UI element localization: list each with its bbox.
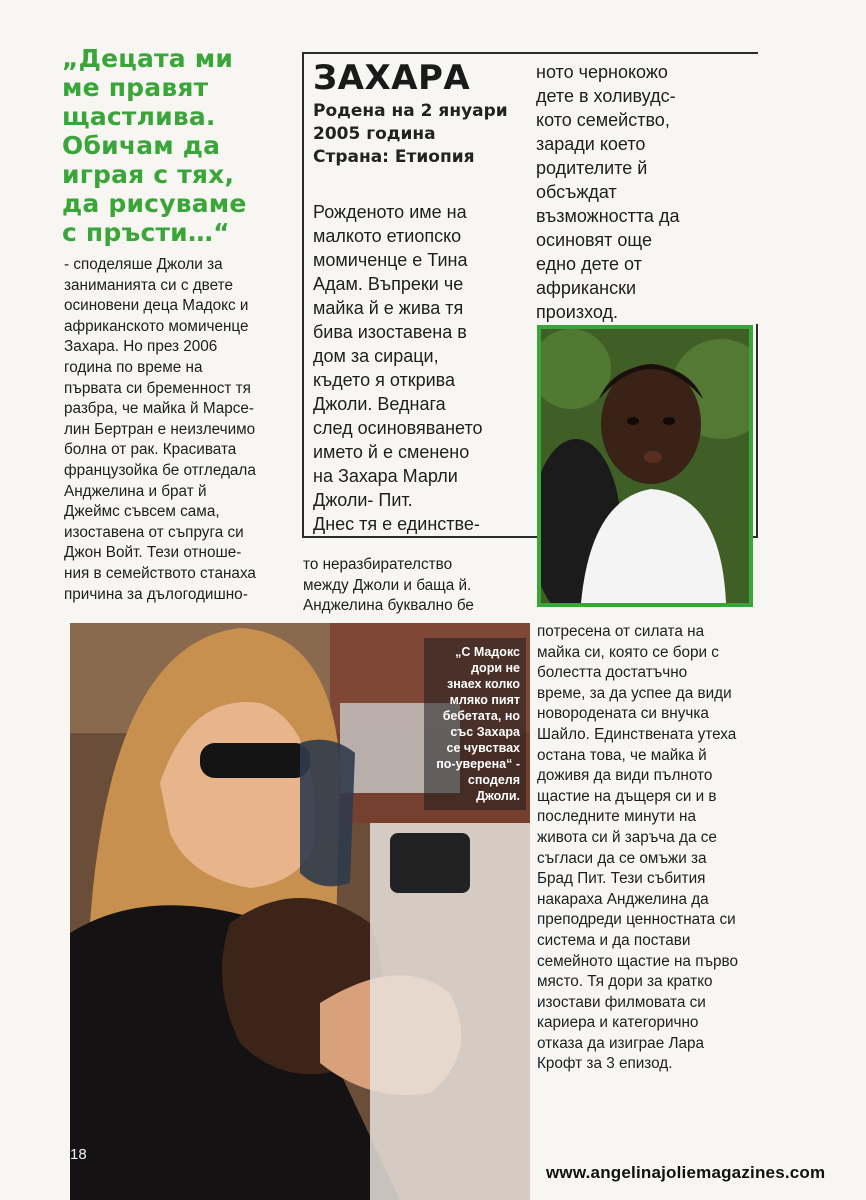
text-line: ния в семейството станаха	[64, 564, 256, 582]
text-line: момиченце е Тина	[313, 250, 468, 270]
text-line: щастие на дъщеря си и в	[537, 787, 717, 805]
text-line: Джон Войт. Тези отноше-	[64, 544, 242, 562]
text-line: потресена от силата на	[537, 623, 705, 640]
text-line: година по време на	[64, 358, 203, 376]
text-line: живота си й заръча да се	[537, 828, 717, 846]
text-line: семейното щастие на първо	[537, 952, 739, 970]
box-title: ЗАХАРА	[313, 58, 471, 98]
quote-line: играя с тях,	[62, 160, 235, 189]
text-line: французойка бе отгледала	[64, 461, 256, 479]
caption-line: мляко пият	[449, 693, 520, 707]
text-line: обсъждат	[536, 182, 617, 202]
left-column-text	[64, 255, 289, 605]
text-line: Анджелина и брат й	[64, 482, 207, 500]
quote-line: „Децата ми	[62, 44, 234, 73]
text-line: Днес тя е единстве-	[313, 514, 480, 534]
text-line: дом за сираци,	[313, 346, 439, 366]
text-line: родителите й	[536, 158, 648, 178]
text-line: едно дете от	[536, 254, 642, 274]
text-line: доживя да види пълното	[537, 767, 713, 785]
text-line: бива изоставена в	[313, 322, 467, 342]
text-line: на Захара Марли	[313, 466, 458, 486]
caption-line: „С Мадокс	[455, 645, 520, 659]
box-meta	[313, 100, 508, 169]
text-line: система и да постави	[537, 931, 691, 949]
country: Страна: Етиопия	[313, 147, 475, 167]
text-line: изоставена от съпруга си	[64, 523, 244, 541]
quote-line: с пръсти…“	[62, 218, 230, 247]
text-line: Джоли. Веднага	[313, 394, 446, 414]
quote-heading	[62, 44, 287, 247]
text-line: Анджелина буквално бе	[303, 597, 474, 615]
text-line: Шайло. Единствената утеха	[537, 725, 737, 743]
text-line: Джоли- Пит.	[313, 490, 413, 510]
text-line: африкански	[536, 278, 637, 298]
text-line: време, за да успее да види	[537, 684, 732, 702]
text-line: място. Тя дори за кратко	[537, 973, 713, 991]
text-line: ното чернокожо	[536, 62, 668, 82]
text-line: Адам. Въпреки че	[313, 274, 464, 294]
right-column-text	[537, 622, 777, 1075]
text-line: съгласи да се омъжи за	[537, 849, 707, 867]
page-number: 18	[70, 1146, 87, 1163]
text-line: заниманията си с двете	[64, 276, 233, 294]
text-line: Захара. Но през 2006	[64, 338, 218, 356]
birth-year: 2005 година	[313, 124, 436, 144]
text-line: болестта достатъчно	[537, 664, 688, 682]
website-url[interactable]: www.angelinajoliemagazines.com	[546, 1163, 826, 1182]
zahara-photo-illustration	[541, 329, 749, 603]
box-body-right	[536, 60, 679, 324]
quote-line: да рисуваме	[62, 189, 247, 218]
text-line: - споделяше Джоли за	[64, 256, 223, 273]
caption-line: се чувствах	[446, 741, 520, 755]
text-line: кото семейство,	[536, 110, 670, 130]
text-line: отказа да изиграе Лара	[537, 1034, 705, 1052]
text-line: Джеймс съвсем сама,	[64, 503, 220, 521]
text-line: Крофт за 3 епизод.	[537, 1055, 673, 1073]
caption-line: Джоли.	[476, 789, 520, 803]
text-line: майка си, която се бори с	[537, 643, 719, 661]
text-line: дете в холивудс-	[536, 86, 676, 106]
text-line: името й е сменено	[313, 442, 470, 462]
text-line: то неразбирателство	[303, 556, 453, 573]
text-line: причина за дълогодишно-	[64, 585, 248, 603]
caption-line: знаех колко	[446, 677, 520, 691]
text-line: след осиновяването	[313, 418, 483, 438]
text-line: малкото етиопско	[313, 226, 462, 246]
text-line: разбра, че майка й Марсе-	[64, 400, 255, 418]
text-line: осиновят още	[536, 230, 652, 250]
quote-line: Обичам да	[62, 131, 221, 160]
text-line: остана това, че майка й	[537, 746, 707, 764]
text-line: Брад Пит. Тези събития	[537, 870, 706, 888]
text-line: произход.	[536, 302, 618, 322]
middle-continuation-text	[303, 555, 533, 617]
text-line: възможността да	[536, 206, 680, 226]
text-line: новородената си внучка	[537, 705, 709, 723]
text-line: осиновени деца Мадокс и	[64, 297, 249, 315]
box-body-left	[313, 200, 483, 536]
caption-line: дори не	[471, 661, 520, 675]
text-line: преподреди ценностната си	[537, 911, 736, 929]
quote-line: щастлива.	[62, 102, 216, 131]
text-line: накараха Анджелина да	[537, 890, 709, 908]
caption-line: със Захара	[450, 725, 520, 739]
caption-line: по-уверена“ -	[436, 757, 520, 771]
text-line: изостави филмовата си	[537, 993, 706, 1011]
caption-line: споделя	[467, 773, 520, 787]
text-line: последните минути на	[537, 808, 696, 826]
caption-line: бебетата, но	[442, 709, 520, 723]
text-line: кариера и категорично	[537, 1014, 699, 1032]
zahara-photo	[537, 325, 753, 607]
text-line: африканското момиченце	[64, 317, 249, 335]
text-line: болна от рак. Красивата	[64, 441, 237, 459]
text-line: заради което	[536, 134, 646, 154]
quote-line: ме правят	[62, 73, 209, 102]
text-line: Рожденото име на	[313, 202, 467, 222]
text-line: лин Бертран е неизлечимо	[64, 420, 256, 438]
birth-date: Родена на 2 януари	[313, 101, 508, 121]
text-line: където я открива	[313, 370, 456, 390]
photo-caption	[424, 638, 526, 810]
text-line: първата си бременност тя	[64, 379, 251, 397]
text-line: между Джоли и баща й.	[303, 576, 472, 594]
text-line: майка й е жива тя	[313, 298, 464, 318]
